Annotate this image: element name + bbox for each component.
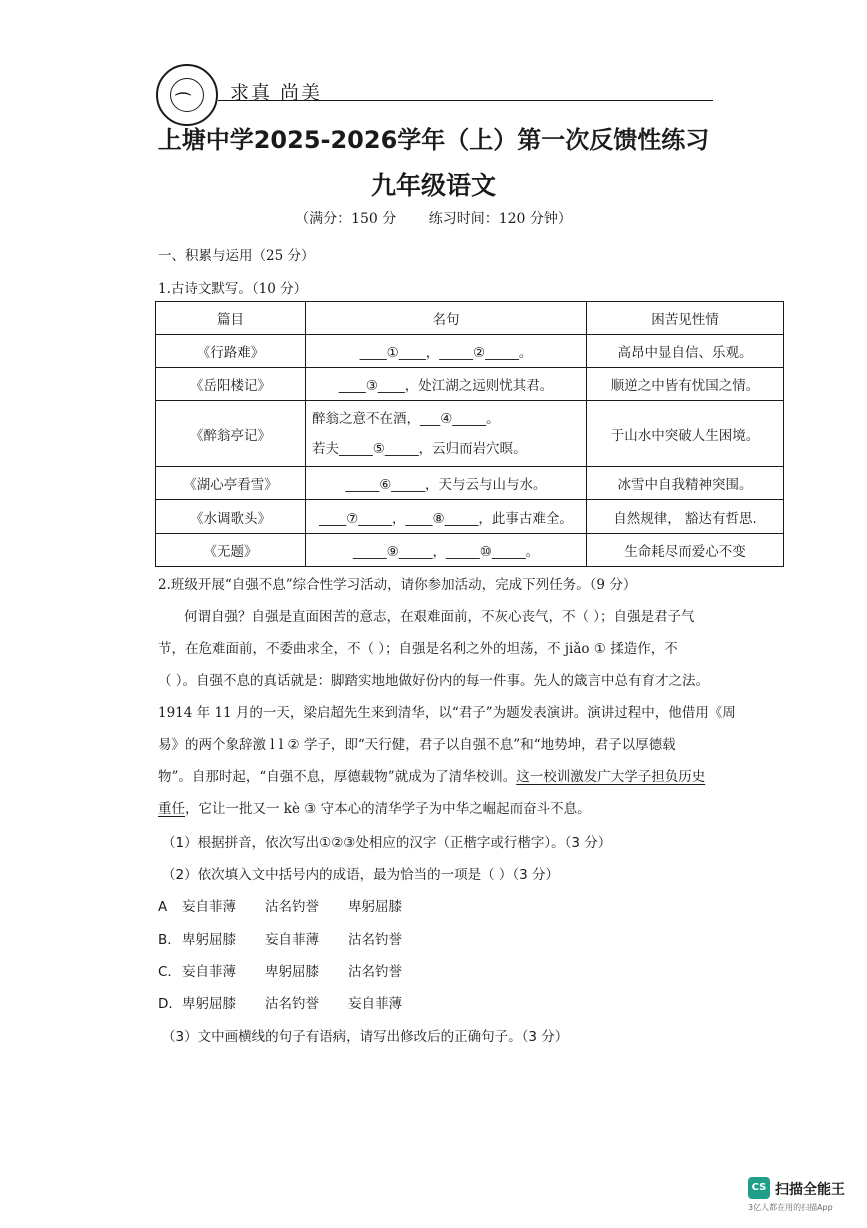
passage-line: 何谓自强？自强是直面困苦的意志，在艰难面前，不灰心丧气，不（ ）；自强是君子气 [184, 609, 695, 625]
exam-time: 练习时间：120 分钟） [428, 211, 572, 227]
question-two-title: 2.班级开展“自强不息”综合性学习活动，请你参加活动，完成下列任务。（9 分） [158, 577, 637, 593]
option-word: 沽名钓誉 [265, 899, 319, 915]
work-title: 《湖心亭看雪》 [156, 467, 306, 500]
option-label: B. [158, 932, 172, 948]
poem-table [155, 301, 784, 567]
option-word: 沽名钓誉 [265, 996, 319, 1012]
option-label: C. [158, 964, 172, 980]
option-d [158, 992, 431, 1012]
option-b [158, 928, 431, 948]
scanner-name: 扫描全能王 [775, 1182, 845, 1198]
table-header: 困苦见性情 [587, 302, 784, 335]
table-row [156, 335, 784, 368]
score-info [0, 208, 867, 228]
page-title: 上塘中学2025-2026学年（上）第一次反馈性练习 [157, 126, 710, 154]
work-title: 《无题》 [156, 534, 306, 567]
theme-cell: 高昂中显自信、乐观。 [587, 335, 784, 368]
full-score: （满分：150 分 [295, 211, 397, 227]
table-row [156, 500, 784, 534]
page-subtitle: 九年级语文 [370, 171, 496, 200]
table-row [156, 467, 784, 500]
question-one-title: 1.古诗文默写。（10 分） [158, 281, 308, 297]
option-label: A [158, 899, 168, 915]
option-word: 卑躬屈膝 [348, 899, 402, 915]
blank-line: ____⑦_____，____⑧_____，此事古难全。 [306, 500, 587, 534]
work-title: 《醉翁亭记》 [156, 401, 306, 467]
theme-cell: 冰雪中自我精神突围。 [587, 467, 784, 500]
school-logo-icon: ⌒ [156, 64, 218, 126]
option-word: 妄自菲薄 [348, 996, 402, 1012]
option-word: 沽名钓誉 [348, 964, 402, 980]
blank-line: _____⑨_____，_____⑩_____。 [306, 534, 587, 567]
option-word: 卑躬屈膝 [265, 964, 319, 980]
blank-line: ____③____，处江湖之远则忧其君。 [306, 368, 587, 401]
table-header: 名句 [306, 302, 587, 335]
table-row [156, 401, 784, 467]
blank-line-double [306, 401, 587, 467]
passage-text: ，它让一批又一 kè ③ 守本心的清华学子为中华之崛起而奋斗不息。 [185, 801, 591, 817]
section-one-title: 一、积累与运用（25 分） [158, 248, 315, 264]
work-title: 《水调歌头》 [156, 500, 306, 534]
header-divider [218, 100, 713, 101]
scanner-tagline: 3亿人都在用的扫描App [748, 1203, 833, 1212]
theme-cell: 自然规律， 豁达有哲思. [587, 500, 784, 534]
option-word: 妄自菲薄 [182, 899, 236, 915]
option-word: 卑躬屈膝 [182, 932, 236, 948]
option-word: 卑躬屈膝 [182, 996, 236, 1012]
passage-text: 物”。自那时起，“自强不息，厚德载物”就成为了清华校训。 [158, 769, 517, 785]
passage-line: 易》的两个象辞激 l l ② 学子，即“天行健，君子以自强不息”和“地势坤，君子以厚德载 [158, 737, 676, 753]
table-header-row [156, 302, 784, 335]
passage-line: （ ）。自强不息的真话就是：脚踏实地地做好份内的每一件事。先人的箴言中总有育才之法。 [158, 673, 710, 689]
school-motto: 求真 尚美 [230, 82, 323, 104]
blank-line: 若夫_____⑤_____，云归而岩穴暝。 [312, 440, 527, 457]
scanner-logo-icon: CS [748, 1177, 770, 1199]
blank-line: 醉翁之意不在酒，___④_____。 [312, 410, 500, 427]
work-title: 《行路难》 [156, 335, 306, 368]
theme-cell: 生命耗尽而爱心不变 [587, 534, 784, 567]
blank-line: _____⑥_____，天与云与山与水。 [306, 467, 587, 500]
option-word: 妄自菲薄 [265, 932, 319, 948]
sub-question-2: （2）依次填入文中括号内的成语，最为恰当的一项是（ ）（3 分） [162, 867, 560, 883]
option-c [158, 960, 431, 980]
theme-cell: 于山水中突破人生困境。 [587, 401, 784, 467]
table-row [156, 534, 784, 567]
passage-line [158, 797, 591, 817]
option-label: D. [158, 996, 173, 1012]
table-header: 篇目 [156, 302, 306, 335]
blank-line: ____①____，_____②_____。 [306, 335, 587, 368]
underlined-sentence: 这一校训激发广大学子担负历史 [516, 769, 706, 785]
underlined-sentence: 重任 [158, 801, 185, 817]
option-a [158, 895, 431, 915]
theme-cell: 顺逆之中皆有忧国之情。 [587, 368, 784, 401]
passage-line [158, 765, 705, 785]
sub-question-3: （3）文中画横线的句子有语病，请写出修改后的正确句子。（3 分） [162, 1029, 569, 1045]
passage-line: 1914 年 11 月的一天，梁启超先生来到清华，以“君子”为题发表演讲。演讲过程中，他借用《周 [158, 705, 736, 721]
option-word: 沽名钓誉 [348, 932, 402, 948]
work-title: 《岳阳楼记》 [156, 368, 306, 401]
passage [158, 605, 770, 825]
option-word: 妄自菲薄 [182, 964, 236, 980]
passage-line: 节，在危难面前，不委曲求全，不（ ）；自强是名利之外的坦荡，不 jiǎo ① 揉造作，不 [158, 641, 678, 657]
table-row [156, 368, 784, 401]
sub-question-1: （1）根据拼音，依次写出①②③处相应的汉字（正楷字或行楷字）。（3 分） [162, 835, 612, 851]
